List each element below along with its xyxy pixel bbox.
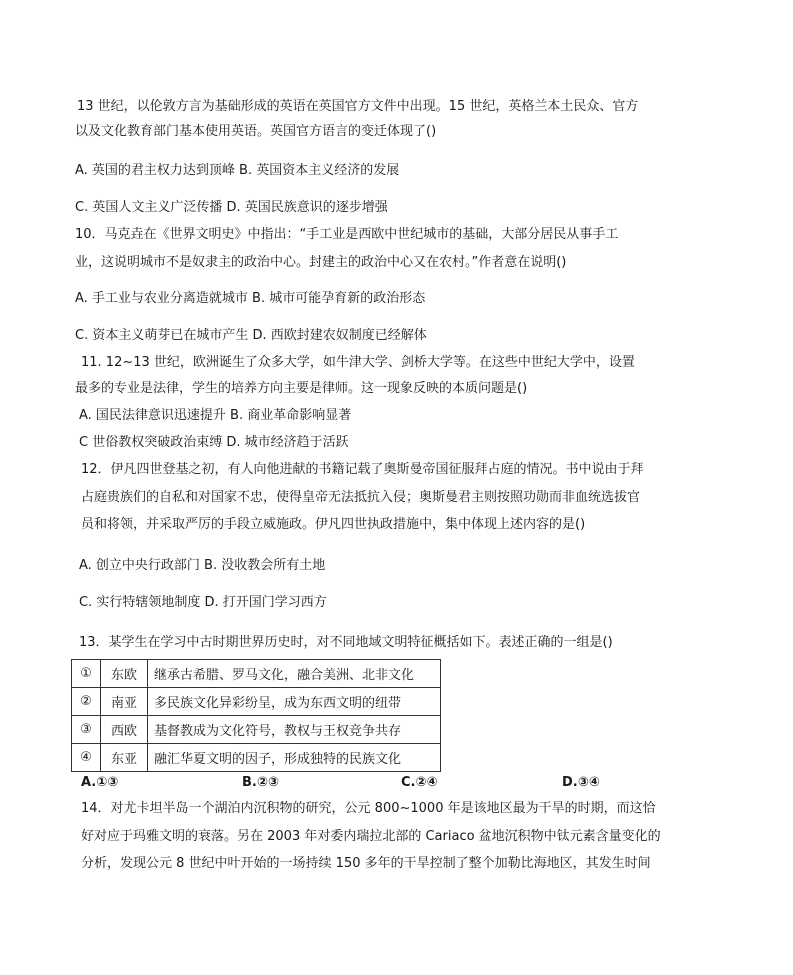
table-row [72,744,441,772]
q12-stem-line-2: 占庭贵族们的自私和对国家不忠，使得皇帝无法抵抗入侵；奥斯曼君主则按照功勋而非血统选拔官 [81,490,641,505]
q13-stem: 13．某学生在学习中古时期世界历史时，对不同地域文明特征概括如下。表述正确的一组是() [79,635,613,650]
q14-stem-line-3: 分析，发现公元 8 世纪中叶开始的一场持续 150 多年的干旱控制了整个加勒比海地区，其发生时间 [81,856,651,871]
q9-options-line-1: A. 英国的君主权力达到顶峰 B. 英国资本主义经济的发展 [75,163,400,178]
q10-stem-line-1: 10．马克垚在《世界文明史》中指出：“手工业是西欧中世纪城市的基础，大部分居民从事手工 [75,227,619,242]
table-cell-region: 东欧 [101,660,148,688]
q10-options-line-2: C. 资本主义萌芽已在城市产生 D. 西欧封建农奴制度已经解体 [75,328,427,343]
q12-stem-line-1: 12．伊凡四世登基之初，有人向他进献的书籍记载了奥斯曼帝国征服拜占庭的情况。书中说由于拜 [81,462,644,477]
table-cell-num: ③ [72,716,101,744]
table-cell-region: 南亚 [101,688,148,716]
q11-stem-line-2: 最多的专业是法律，学生的培养方向主要是律师。这一现象反映的本质问题是() [75,381,528,396]
q12-options-line-1: A. 创立中央行政部门 B. 没收教会所有土地 [79,558,326,573]
q11-options-line-1: A. 国民法律意识迅速提升 B. 商业革命影响显著 [79,408,352,423]
table-row [72,716,441,744]
q9-stem-line-2: 以及文化教育部门基本使用英语。英国官方语言的变迁体现了() [75,124,437,139]
q11-options-line-2: C 世俗教权突破政治束缚 D. 城市经济趋于活跃 [79,435,349,450]
q10-stem-line-2: 业，这说明城市不是奴隶主的政治中心。封建主的政治中心又在农村。”作者意在说明() [75,255,567,270]
table-cell-num: ② [72,688,101,716]
q13-option-c: C.②④ [401,775,438,790]
table-cell-desc: 继承古希腊、罗马文化，融合美洲、北非文化 [148,660,441,688]
table-cell-num: ① [72,660,101,688]
q12-stem-line-3: 员和将领，并采取严厉的手段立威施政。伊凡四世执政措施中，集中体现上述内容的是() [81,517,586,532]
q14-stem-line-1: 14．对尤卡坦半岛一个湖泊内沉积物的研究，公元 800~1000 年是该地区最为干旱的时期，而这恰 [81,801,656,816]
table-cell-desc: 融汇华夏文明的因子，形成独特的民族文化 [148,744,441,772]
q13-option-b: B.②③ [242,775,279,790]
q11-stem-line-1: 11. 12~13 世纪，欧洲诞生了众多大学，如牛津大学、剑桥大学等。在这些中世纪大学中，设置 [81,355,635,370]
q12-options-line-2: C. 实行特辖领地制度 D. 打开国门学习西方 [79,595,327,610]
table-cell-desc: 基督教成为文化符号，教权与王权竞争共存 [148,716,441,744]
q10-options-line-1: A. 手工业与农业分离造就城市 B. 城市可能孕育新的政治形态 [75,291,426,306]
q13-option-a: A.①③ [81,775,119,790]
table-cell-num: ④ [72,744,101,772]
table-row [72,660,441,688]
table-row [72,688,441,716]
table-cell-desc: 多民族文化异彩纷呈，成为东西文明的纽带 [148,688,441,716]
q13-option-d: D.③④ [562,775,600,790]
table-cell-region: 西欧 [101,716,148,744]
q14-stem-line-2: 好对应于玛雅文明的衰落。另在 2003 年对委内瑞拉北部的 Cariaco 盆地沉积物中钛元素含量变化的 [81,829,661,844]
q9-stem-line-1: 13 世纪，以伦敦方言为基础形成的英语在英国官方文件中出现。15 世纪，英格兰本土民众、官方 [77,99,639,114]
table-cell-region: 东亚 [101,744,148,772]
q9-options-line-2: C. 英国人文主义广泛传播 D. 英国民族意识的逐步增强 [75,200,388,215]
q13-table [71,659,441,772]
